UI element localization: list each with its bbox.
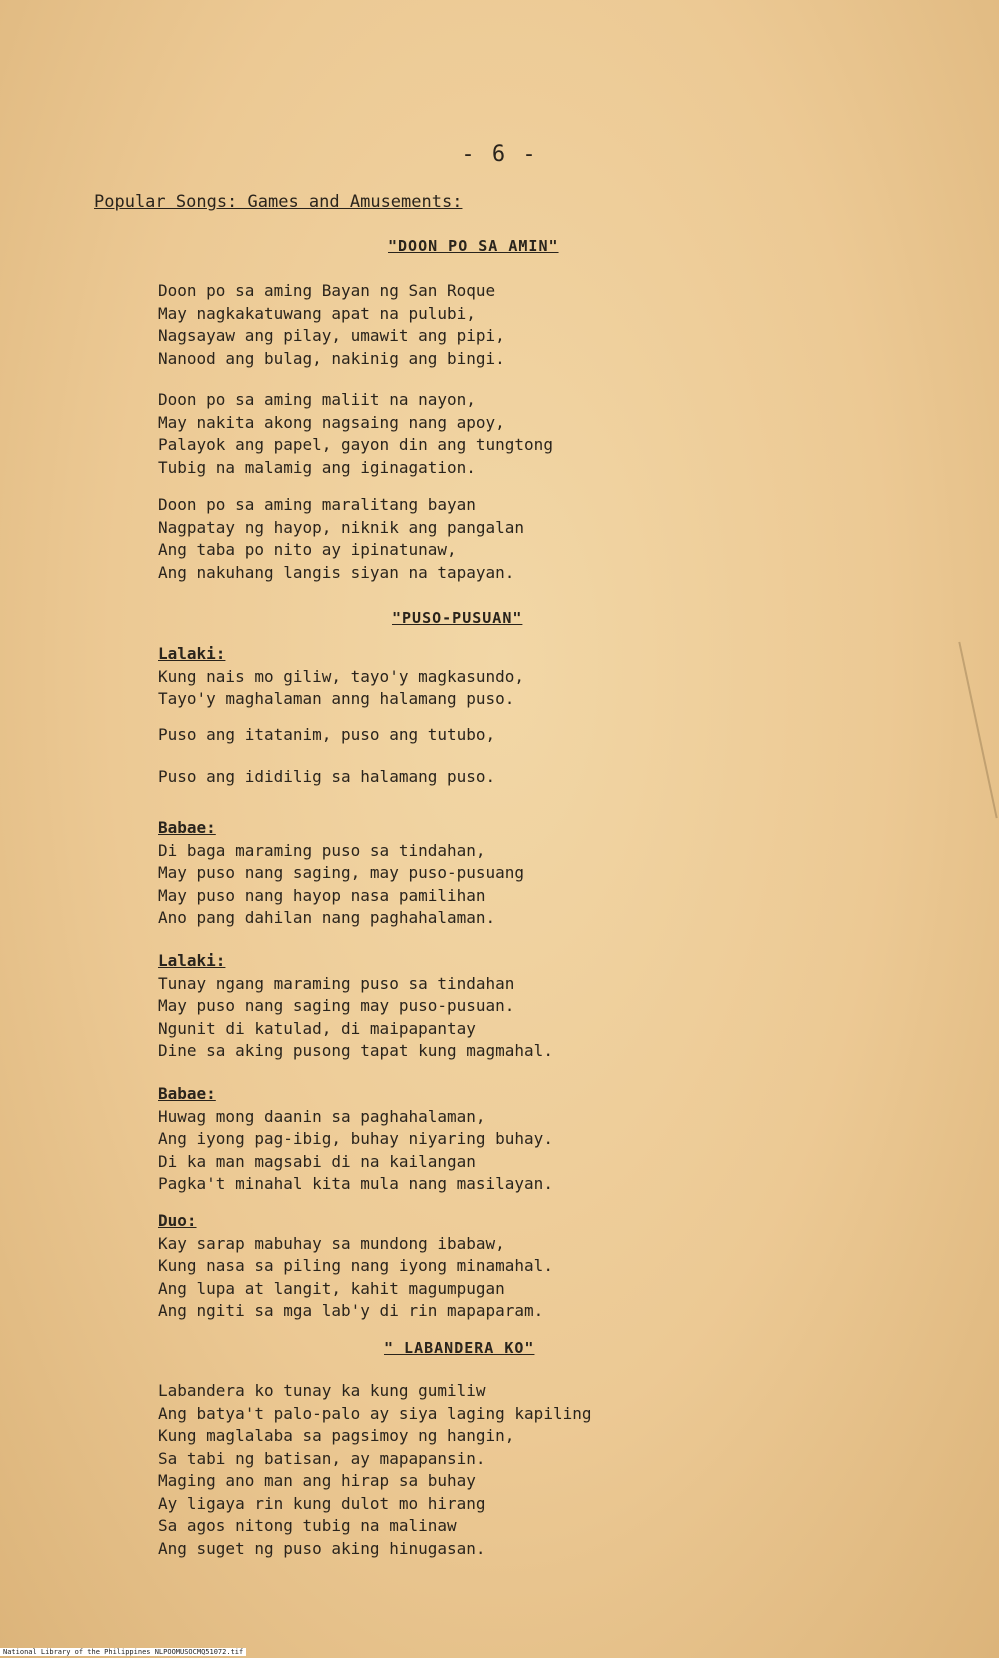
song-title: " LABANDERA KO" [384,1339,535,1357]
page-number: - 6 - [461,142,538,167]
speaker-label: Babae: [158,1084,216,1103]
lyric-line: Huwag mong daanin sa paghahalaman, [158,1106,486,1126]
lyric-line: Ang ngiti sa mga lab'y di rin mapaparam. [158,1301,544,1320]
stanza [158,280,505,370]
lyric-line: Sa agos nitong tubig na malinaw [158,1516,457,1535]
stanza [158,724,495,747]
song-title: "DOON PO SA AMIN" [388,237,559,255]
lyric-line: Doon po sa aming Bayan ng San Roque [158,281,496,300]
lyric-line: Nagsayaw ang pilay, umawit ang pipi, [158,326,505,345]
stanza [158,494,524,584]
speaker-label: Lalaki: [158,644,226,663]
lyric-line: Ang batya't palo-palo ay siya laging kapiling [158,1403,592,1423]
lyric-line: May puso nang hayop nasa pamilihan [158,885,486,905]
lyric-line: Tayo'y maghalaman anng halamang puso. [158,689,515,708]
speaker-label: Duo: [158,1211,197,1230]
lyric-line: Ang suget ng puso aking hinugasan. [158,1538,486,1558]
stanza [158,766,495,789]
stanza [158,950,553,1063]
lyric-line: Kay sarap mabuhay sa mundong ibabaw, [158,1233,505,1253]
lyric-line: Ang iyong pag-ibig, buhay niyaring buhay. [158,1129,553,1148]
lyric-line: May puso nang saging may puso-pusuan. [158,996,515,1015]
song-title: "PUSO-PUSUAN" [392,609,523,627]
lyric-line: Doon po sa aming maliit na nayon, [158,390,476,409]
stanza [158,1210,553,1323]
lyric-line: Dine sa aking pusong tapat kung magmahal. [158,1041,553,1060]
lyric-line: Nanood ang bulag, nakinig ang bingi. [158,348,505,368]
lyric-line: Puso ang itatanim, puso ang tutubo, [158,725,496,744]
lyric-line: May puso nang saging, may puso-pusuang [158,863,525,882]
lyric-line: Ngunit di katulad, di maipapantay [158,1018,476,1038]
stanza [158,1380,591,1560]
lyric-line: Palayok ang papel, gayon din ang tungtong [158,435,553,454]
lyric-line: Maging ano man ang hirap sa buhay [158,1471,476,1490]
lyric-line: Ano pang dahilan nang paghahalaman. [158,908,496,927]
lyric-line: Tunay ngang maraming puso sa tindahan [158,973,515,993]
stanza [158,643,524,711]
edge-mark [958,642,997,818]
lyric-line: Sa tabi ng batisan, ay mapapansin. [158,1448,486,1468]
lyric-line: Ang taba po nito ay ipinatunaw, [158,540,457,559]
speaker-label: Babae: [158,818,216,837]
speaker-label: Lalaki: [158,951,226,970]
lyric-line: Labandera ko tunay ka kung gumiliw [158,1381,486,1400]
lyric-line: Pagka't minahal kita mula nang masilayan. [158,1174,553,1193]
lyric-line: Puso ang ididilig sa halamang puso. [158,767,496,786]
stanza [158,817,524,930]
lyric-line: May nakita akong nagsaing nang apoy, [158,412,505,432]
lyric-line: Ay ligaya rin kung dulot mo hirang [158,1493,486,1513]
lyric-line: Ang lupa at langit, kahit magumpugan [158,1278,505,1298]
stanza [158,389,553,479]
lyric-line: Kung nais mo giliw, tayo'y magkasundo, [158,666,525,686]
lyric-line: Ang nakuhang langis siyan na tapayan. [158,562,515,582]
stanza [158,1083,553,1196]
lyric-line: Kung maglalaba sa pagsimoy ng hangin, [158,1426,515,1445]
lyric-line: Tubig na malamig ang iginagation. [158,457,476,477]
lyric-line: Kung nasa sa piling nang iyong minamahal. [158,1256,553,1275]
lyric-line: Nagpatay ng hayop, niknik ang pangalan [158,517,525,537]
archive-footer: National Library of the Philippines NLPOOMUSOCMQ51072.tif [0,1648,246,1656]
lyric-line: Doon po sa aming maralitang bayan [158,495,476,514]
section-heading: Popular Songs: Games and Amusements: [94,192,463,212]
lyric-line: Di ka man magsabi di na kailangan [158,1151,476,1171]
lyric-line: Di baga maraming puso sa tindahan, [158,840,486,860]
lyric-line: May nagkakatuwang apat na pulubi, [158,303,476,323]
